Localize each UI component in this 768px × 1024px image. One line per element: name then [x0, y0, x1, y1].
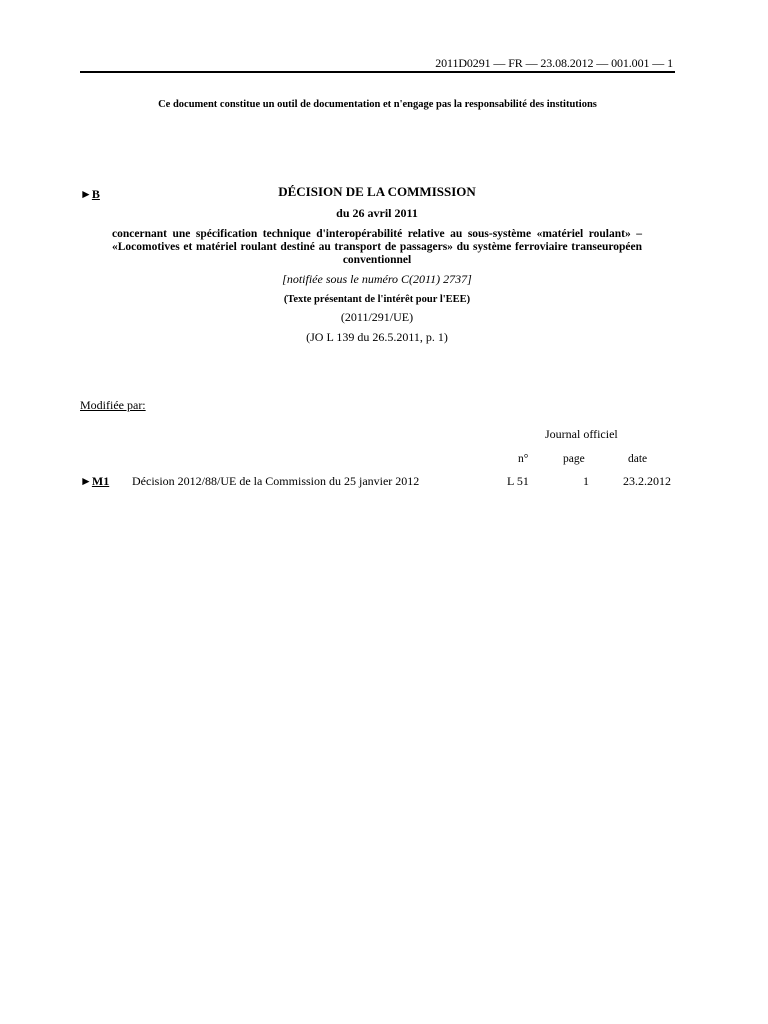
base-act-marker[interactable] [80, 187, 100, 202]
decision-title: DÉCISION DE LA COMMISSION [278, 184, 476, 199]
amendment-description: Décision 2012/88/UE de la Commission du 25 janvier 2012 [132, 474, 420, 488]
arrow-right-icon: ► [80, 187, 92, 201]
amendment-code: M1 [91, 474, 110, 488]
amendment-page: 1 [583, 474, 589, 488]
disclaimer: Ce document constitue un outil de documentation et n'engage pas la responsabilité des institutions [158, 99, 597, 110]
decision-subject: concernant une spécification technique d'interopérabilité relative au sous-système «matériel roulant» – «Locomotives et matériel roulant destiné au transport de passagers» du système ferroviaire transeuropéen conventionnel [112, 228, 642, 266]
amendment-marker[interactable] [80, 474, 109, 489]
base-act-code: B [91, 187, 100, 201]
column-header-page: page [563, 453, 585, 465]
header-rule [80, 71, 675, 73]
arrow-right-icon: ► [80, 474, 92, 488]
decision-date: du 26 avril 2011 [336, 206, 418, 220]
amended-by-label: Modifiée par: [80, 398, 146, 412]
official-journal-reference: (JO L 139 du 26.5.2011, p. 1) [306, 330, 448, 344]
column-header-date: date [628, 453, 648, 465]
title-block [112, 184, 642, 345]
document-reference: 2011D0291 — FR — 23.08.2012 — 001.001 — 1 [435, 56, 673, 70]
amendment-journal-number: L 51 [507, 474, 529, 488]
notification-number: [notifiée sous le numéro C(2011) 2737] [282, 272, 472, 286]
eee-relevance: (Texte présentant de l'intérêt pour l'EEE) [283, 294, 471, 305]
column-header-number: n° [518, 453, 529, 465]
decision-number: (2011/291/UE) [340, 310, 414, 324]
journal-header: Journal officiel [545, 427, 618, 441]
amendment-date: 23.2.2012 [623, 474, 671, 488]
